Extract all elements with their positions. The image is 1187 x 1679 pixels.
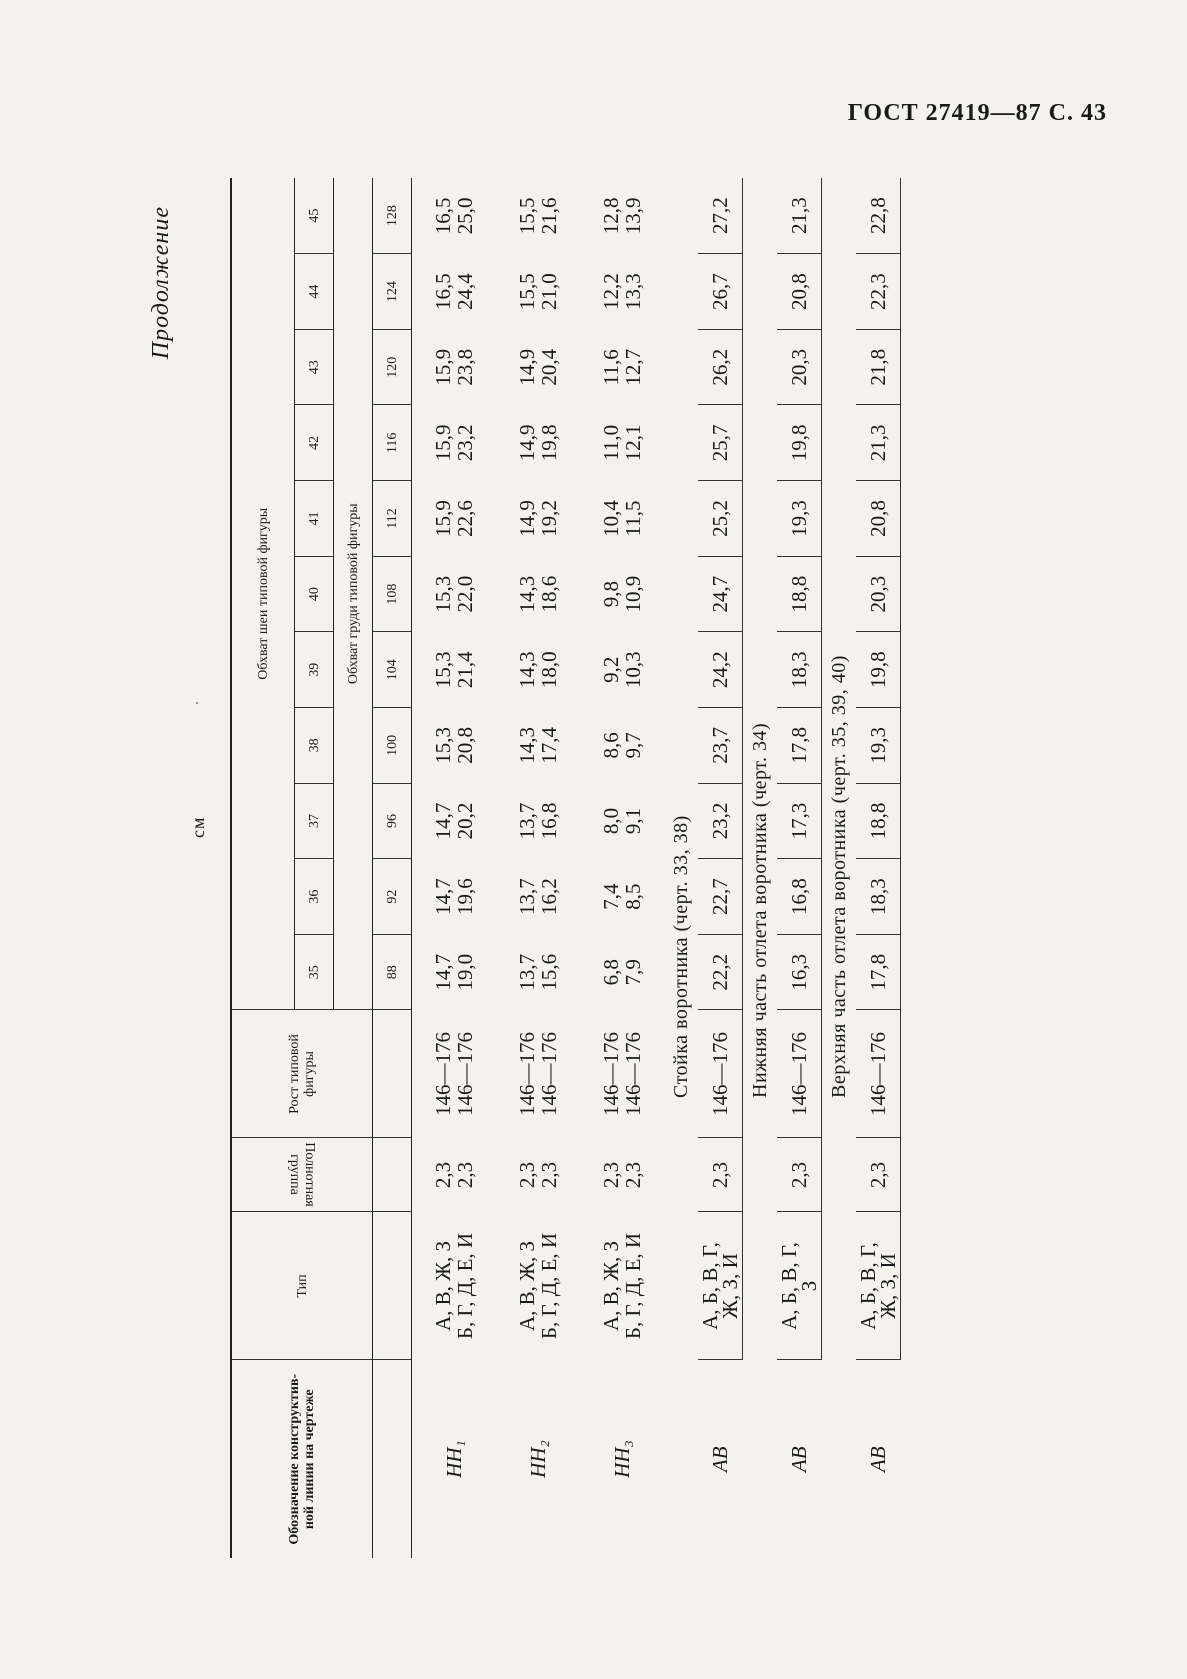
chest-112: 112 [373, 481, 412, 557]
header-filler-2 [373, 1212, 412, 1360]
value-cell: 15,9 23,8 [431, 348, 477, 386]
value-cell: 23,7 [698, 708, 743, 784]
row-type: А, В, Ж, З Б, Г, Д, Е, И [431, 1232, 477, 1340]
value-cell: 23,2 [698, 783, 743, 859]
value-cell: 17,8 [856, 934, 901, 1010]
row-type: А, Б, В, Г, Ж, З, И [698, 1212, 743, 1360]
chest-group-header: Обхват груди типовой фигуры [334, 178, 373, 1010]
row-fullness: 2,3 2,3 [599, 1161, 645, 1189]
value-cell: 8,6 9,7 [599, 732, 645, 759]
neck-42: 42 [295, 405, 334, 481]
value-cell: 16,3 [777, 934, 822, 1010]
section-title-filler [664, 1360, 698, 1558]
value-cell: 7,4 8,5 [599, 883, 645, 910]
chest-128: 128 [373, 178, 412, 254]
value-cell: 9,2 10,3 [599, 651, 645, 689]
value-cell: 20,3 [856, 556, 901, 632]
row-type: А, Б, В, Г, З [777, 1212, 822, 1360]
section-row [698, 178, 743, 1558]
value-cell: 15,3 22,0 [431, 575, 477, 613]
value-cell: 14,3 18,6 [515, 575, 561, 613]
value-cell: 27,2 [698, 178, 743, 254]
neck-44: 44 [295, 254, 334, 330]
value-cell: 18,8 [856, 783, 901, 859]
value-cell: 11,6 12,7 [599, 348, 645, 386]
section-title-row [664, 178, 698, 1558]
value-cell: 15,5 21,6 [515, 197, 561, 235]
value-cell: 15,9 22,6 [431, 500, 477, 537]
page-header: ГОСТ 27419—87 С. 43 [847, 100, 1107, 126]
value-cell: 18,3 [856, 859, 901, 935]
value-cell: 16,8 [777, 859, 822, 935]
neck-38: 38 [295, 708, 334, 784]
row-fullness: 2,3 [698, 1138, 743, 1212]
col-type: Тип [231, 1212, 373, 1360]
value-cell: 14,3 17,4 [515, 726, 561, 764]
value-cell: 13,7 16,8 [515, 802, 561, 840]
section-title-filler [743, 1212, 778, 1360]
row-label: НН₂ [526, 1440, 550, 1478]
value-cell: 22,7 [698, 859, 743, 935]
col-designation: Обозначение конструктив-ной линии на чертеже [231, 1360, 373, 1558]
value-cell: 14,9 19,8 [515, 424, 561, 462]
value-cell: 14,7 20,2 [431, 802, 477, 840]
section-title: Стойка воротника (черт. 33, 38) [669, 815, 692, 1098]
value-cell: 25,7 [698, 405, 743, 481]
row-label: АВ [865, 1446, 890, 1473]
row-height: 146—176 [698, 1010, 743, 1138]
neck-40: 40 [295, 556, 334, 632]
value-cell: 17,8 [777, 708, 822, 784]
row-fullness: 2,3 [856, 1138, 901, 1212]
row-height: 146—176 146—176 [431, 1032, 477, 1116]
neck-45: 45 [295, 178, 334, 254]
value-cell: 18,8 [777, 556, 822, 632]
section-title-filler [743, 1360, 778, 1558]
table-row [496, 178, 580, 1558]
value-cell: 21,3 [856, 405, 901, 481]
row-fullness: 2,3 2,3 [515, 1161, 561, 1189]
value-cell: 24,7 [698, 556, 743, 632]
chest-120: 120 [373, 329, 412, 405]
value-cell: 9,8 10,9 [599, 575, 645, 613]
row-label: АВ [707, 1446, 732, 1473]
value-cell: 12,8 13,9 [599, 197, 645, 235]
chest-92: 92 [373, 859, 412, 935]
value-cell: 14,9 20,4 [515, 348, 561, 386]
neck-41: 41 [295, 481, 334, 557]
value-cell: 24,2 [698, 632, 743, 708]
value-cell: 19,8 [856, 632, 901, 708]
value-cell: 21,3 [777, 178, 822, 254]
chest-108: 108 [373, 556, 412, 632]
row-fullness: 2,3 [777, 1138, 822, 1212]
row-label: АВ [786, 1446, 811, 1473]
col-fullness: Полнотная группа [231, 1138, 373, 1212]
value-cell: 14,3 18,0 [515, 651, 561, 689]
value-cell: 19,3 [856, 708, 901, 784]
neck-39: 39 [295, 632, 334, 708]
section-title-filler [743, 1138, 778, 1212]
header-filler-3 [373, 1138, 412, 1212]
section-title-filler [822, 1212, 857, 1360]
section-title-filler [822, 1360, 857, 1558]
row-fullness: 2,3 2,3 [431, 1161, 477, 1189]
row-height: 146—176 [856, 1010, 901, 1138]
section-title: Верхняя часть отлета воротника (черт. 35, 39, 40) [827, 655, 850, 1098]
value-cell: 10,4 11,5 [599, 500, 645, 537]
chest-104: 104 [373, 632, 412, 708]
value-cell: 17,3 [777, 783, 822, 859]
value-cell: 18,3 [777, 632, 822, 708]
value-cell: 8,0 9,1 [599, 807, 645, 835]
value-cell: 13,7 15,6 [515, 953, 561, 991]
row-height: 146—176 [777, 1010, 822, 1138]
row-type: А, Б, В, Г, Ж, З, И [856, 1212, 901, 1360]
section-title-row [822, 178, 857, 1558]
value-cell: 13,7 16,2 [515, 878, 561, 915]
chest-96: 96 [373, 783, 412, 859]
value-cell: 20,3 [777, 329, 822, 405]
value-cell: 14,9 19,2 [515, 500, 561, 537]
value-cell: 26,7 [698, 254, 743, 330]
value-cell: 12,2 13,3 [599, 273, 645, 310]
rotated-table-stage [148, 178, 1050, 1558]
value-cell: 19,3 [777, 481, 822, 557]
neck-group-header: Обхват шеи типовой фигуры [231, 178, 295, 1010]
section-title-row [743, 178, 778, 1558]
section-title-filler [664, 1138, 698, 1212]
neck-35: 35 [295, 934, 334, 1010]
row-type: А, В, Ж, З Б, Г, Д, Е, И [515, 1232, 561, 1340]
row-label: НН₃ [610, 1440, 634, 1478]
row-height: 146—176 146—176 [515, 1032, 561, 1116]
row-height: 146—176 146—176 [599, 1032, 645, 1116]
value-cell: 21,8 [856, 329, 901, 405]
value-cell: 26,2 [698, 329, 743, 405]
value-cell: 25,2 [698, 481, 743, 557]
section-row [856, 178, 901, 1558]
table-row [580, 178, 664, 1558]
value-cell: 15,3 21,4 [431, 651, 477, 689]
continuation-label: Продолжение [148, 206, 174, 360]
measurements-table [230, 178, 901, 1558]
header-filler-1 [373, 1360, 412, 1558]
neck-36: 36 [295, 859, 334, 935]
value-cell: 14,7 19,6 [431, 878, 477, 915]
table-row [412, 178, 497, 1558]
value-cell: 11,0 12,1 [599, 424, 645, 462]
value-cell: 20,8 [856, 481, 901, 557]
value-cell: 22,8 [856, 178, 901, 254]
chest-116: 116 [373, 405, 412, 481]
value-cell: 16,5 25,0 [431, 197, 477, 235]
value-cell: 14,7 19,0 [431, 953, 477, 991]
scan-speck [196, 702, 198, 704]
col-height: Рост типовой фигуры [231, 1010, 373, 1138]
value-cell: 6,8 7,9 [599, 959, 645, 986]
section-title-filler [664, 1212, 698, 1360]
value-cell: 20,8 [777, 254, 822, 330]
header-filler-4 [373, 1010, 412, 1138]
section-row [777, 178, 822, 1558]
neck-37: 37 [295, 783, 334, 859]
section-title: Нижняя часть отлета воротника (черт. 34) [748, 722, 771, 1098]
chest-88: 88 [373, 934, 412, 1010]
value-cell: 16,5 24,4 [431, 273, 477, 310]
table-body [412, 178, 901, 1558]
value-cell: 19,8 [777, 405, 822, 481]
section-title-filler [822, 1138, 857, 1212]
value-cell: 15,9 23,2 [431, 424, 477, 462]
row-label: НН₁ [442, 1440, 466, 1478]
row-type: А, В, Ж, З Б, Г, Д, Е, И [599, 1232, 645, 1340]
value-cell: 22,3 [856, 254, 901, 330]
neck-43: 43 [295, 329, 334, 405]
value-cell: 15,5 21,0 [515, 273, 561, 310]
chest-100: 100 [373, 708, 412, 784]
value-cell: 22,2 [698, 934, 743, 1010]
value-cell: 15,3 20,8 [431, 726, 477, 764]
chest-124: 124 [373, 254, 412, 330]
units-label: см [188, 816, 208, 838]
